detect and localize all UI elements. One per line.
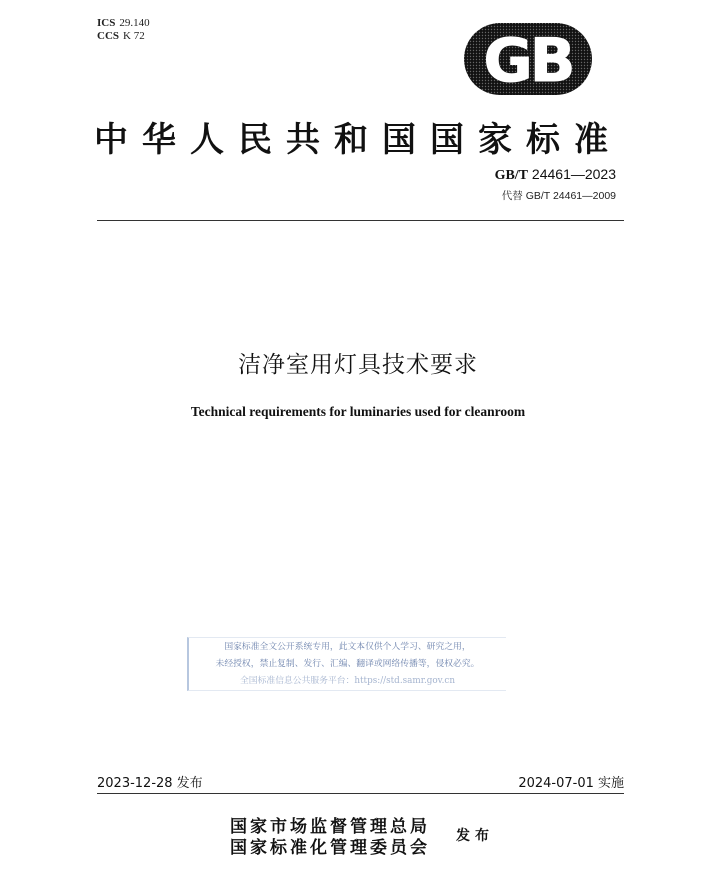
standard-number-value: 24461—2023 [531,166,616,182]
gb-logo [463,22,593,96]
ccs-label: CCS [97,30,120,42]
ccs-code [97,30,145,42]
ics-code [97,17,150,29]
replaces-standard: 代替 GB/T 24461—2009 [501,190,616,202]
notice-line-3: 全国标准信息公共服务平台：https://std.samr.gov.cn [240,676,455,686]
ccs-value: K 72 [123,30,145,42]
standard-prefix: GB/T [494,168,529,183]
copyright-notice [187,637,506,691]
notice-line-1: 国家标准全文公开系统专用，此文本仅供个人学习、研究之用， [224,642,471,652]
implementation-date: 2024-07-01 实施 [518,776,624,791]
document-title-en: Technical requirements for luminaries used for cleanroom [190,404,526,419]
document-title-zh: 洁净室用灯具技术要求 [238,352,478,378]
ics-value: 29.140 [119,17,150,29]
ics-label: ICS [97,17,116,29]
notice-line-2: 未经授权，禁止复制、发行、汇编、翻译或网络传播等，侵权必究。 [215,659,480,669]
national-standard-title: 中华人民共和国国家标准 [94,120,622,160]
footer-divider [97,793,624,794]
standard-number [495,166,616,184]
issuer-samr: 国家市场监督管理总局 [230,817,430,837]
gb-logo-text: GB [483,26,573,96]
issuer-sac: 国家标准化管理委员会 [230,838,430,858]
publish-label: 发布 [456,828,494,844]
header-divider [97,220,624,221]
issue-date: 2023-12-28 发布 [97,776,203,791]
